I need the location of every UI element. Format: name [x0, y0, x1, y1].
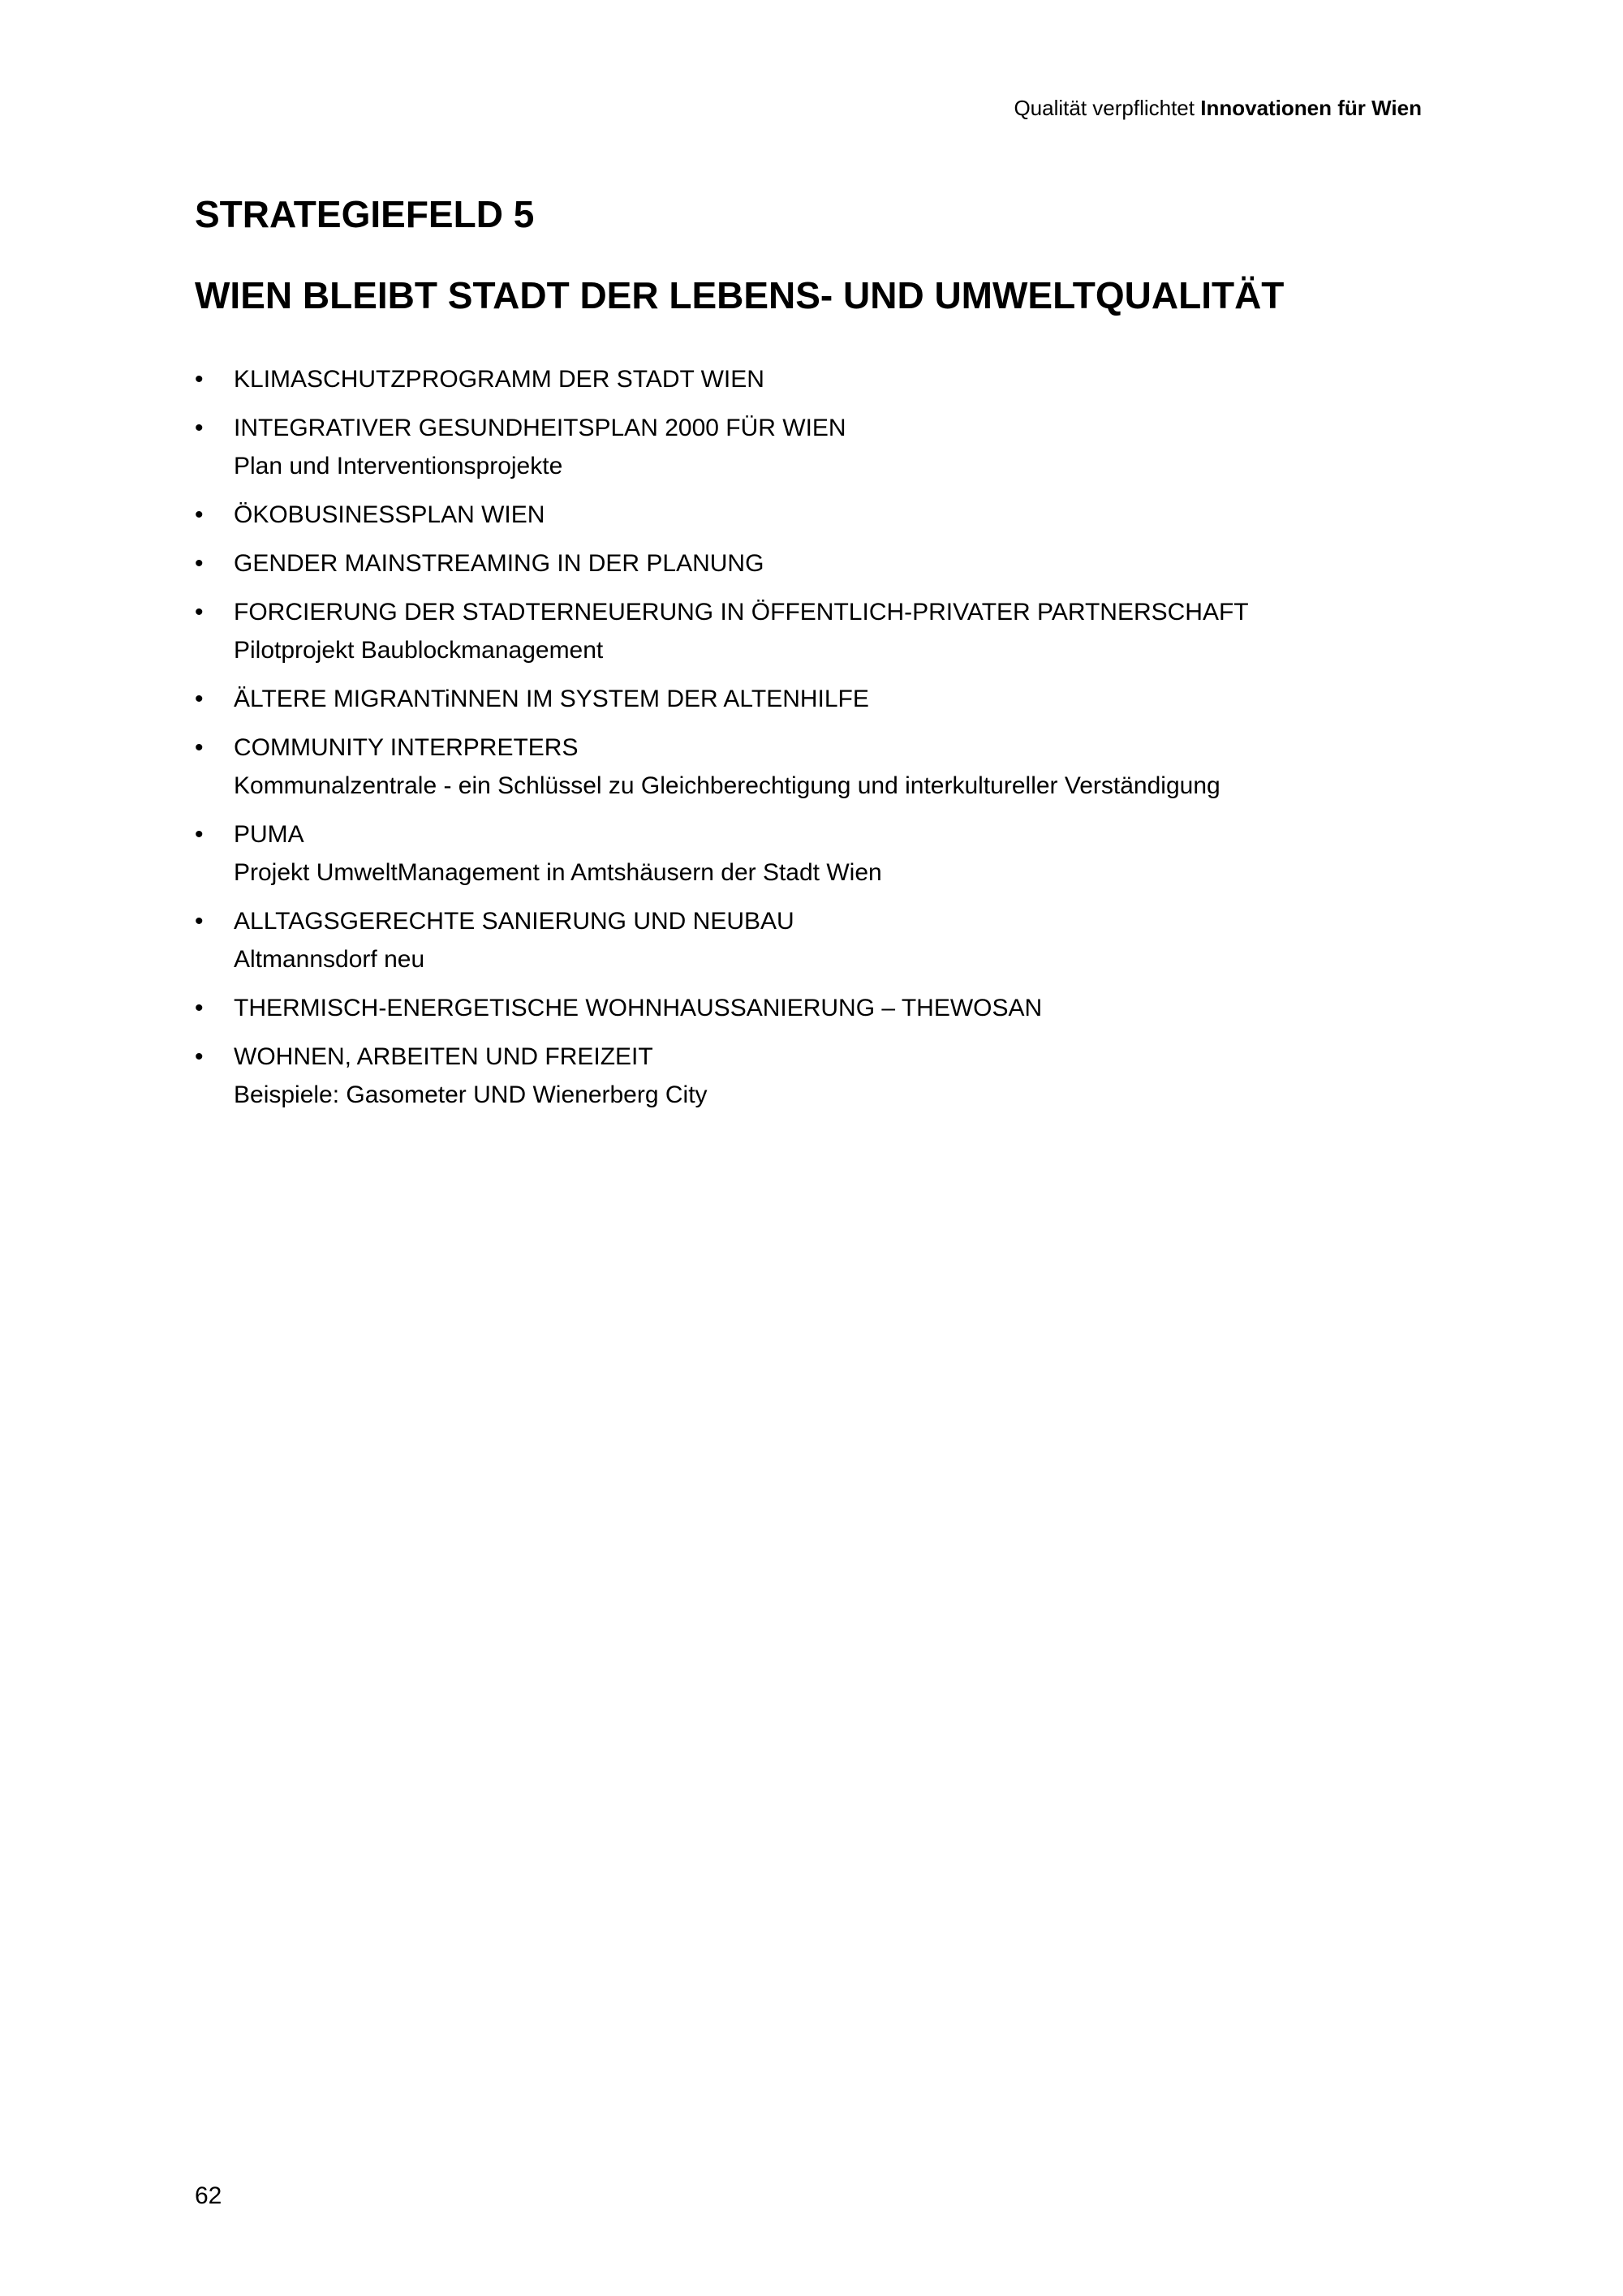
- list-item: [195, 360, 1428, 398]
- bullet-icon: •: [195, 415, 204, 441]
- bullet-icon: •: [195, 599, 204, 626]
- list-item: [195, 815, 1428, 892]
- list-item-subtitle: Plan und Interventionsprojekte: [234, 453, 563, 479]
- bullet-icon: •: [195, 908, 204, 935]
- list-item: [195, 989, 1428, 1027]
- bullet-icon: •: [195, 1043, 204, 1070]
- list-item-title: GENDER MAINSTREAMING IN DER PLANUNG: [234, 550, 764, 577]
- list-item-title: WOHNEN, ARBEITEN UND FREIZEIT: [234, 1043, 653, 1070]
- bullet-icon: •: [195, 366, 204, 393]
- list-item-title: ALLTAGSGERECHTE SANIERUNG UND NEUBAU: [234, 908, 794, 935]
- list-item-subtitle: Kommunalzentrale - ein Schlüssel zu Gleichberechtigung und interkultureller Verständigung: [234, 772, 1220, 799]
- bullet-list: [195, 360, 1428, 1114]
- list-item: [195, 1038, 1428, 1114]
- bullet-icon: •: [195, 995, 204, 1021]
- list-item: [195, 496, 1428, 534]
- header-text-regular: Qualität verpflichtet: [1014, 96, 1195, 120]
- list-item-title: INTEGRATIVER GESUNDHEITSPLAN 2000 FÜR WIEN: [234, 415, 846, 441]
- list-item-subtitle: Beispiele: Gasometer UND Wienerberg City: [234, 1081, 708, 1108]
- list-item: [195, 680, 1428, 718]
- list-item-subtitle: Projekt UmweltManagement in Amtshäusern der Stadt Wien: [234, 859, 882, 886]
- bullet-icon: •: [195, 821, 204, 848]
- list-item-title: ÖKOBUSINESSPLAN WIEN: [234, 501, 545, 528]
- bullet-icon: •: [195, 501, 204, 528]
- bullet-icon: •: [195, 734, 204, 761]
- bullet-icon: •: [195, 550, 204, 577]
- list-item: [195, 902, 1428, 978]
- list-item: [195, 593, 1428, 669]
- page-number: 62: [195, 2182, 222, 2209]
- list-item-title: COMMUNITY INTERPRETERS: [234, 734, 579, 761]
- list-item-subtitle: Altmannsdorf neu: [234, 946, 425, 973]
- list-item: [195, 544, 1428, 583]
- section-title: STRATEGIEFELD 5: [195, 193, 535, 235]
- running-header: [1014, 94, 1422, 122]
- list-item: [195, 729, 1428, 805]
- bullet-icon: •: [195, 686, 204, 712]
- header-text-bold: Innovationen für Wien: [1200, 96, 1422, 120]
- list-item: [195, 409, 1428, 485]
- list-item-title: THERMISCH-ENERGETISCHE WOHNHAUSSANIERUNG – THEWOSAN: [234, 995, 1043, 1021]
- list-item-title: KLIMASCHUTZPROGRAMM DER STADT WIEN: [234, 366, 764, 393]
- list-item-title: FORCIERUNG DER STADTERNEUERUNG IN ÖFFENTLICH-PRIVATER PARTNERSCHAFT: [234, 599, 1249, 626]
- list-item-title: PUMA: [234, 821, 304, 848]
- section-subtitle: WIEN BLEIBT STADT DER LEBENS- UND UMWELTQUALITÄT: [195, 274, 1285, 316]
- list-item-title: ÄLTERE MIGRANTiNNEN IM SYSTEM DER ALTENHILFE: [234, 686, 869, 712]
- list-item-subtitle: Pilotprojekt Baublockmanagement: [234, 637, 604, 664]
- main-content: [195, 191, 1428, 1124]
